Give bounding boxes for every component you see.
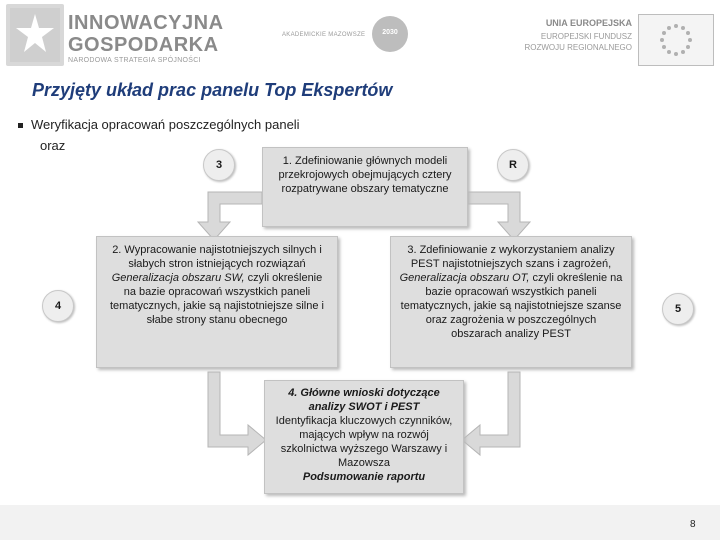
box-2-body: czyli określenie na bazie opracowań wszystkich paneli tematycznych, jakie są najistotniejsze silne i słabe strony stanu obecnego <box>110 272 324 326</box>
box-4-heading: 4. Główne wnioski dotyczące analizy SWOT i PEST <box>288 387 440 413</box>
box-2-strengths-weaknesses <box>96 236 338 368</box>
box-1-define-models <box>262 147 468 227</box>
box-2-heading: 2. Wypracowanie najistotniejszych silnych i słabych stron istniejących rozwiązań <box>112 244 322 270</box>
circle-r: R <box>497 149 529 181</box>
page-number: 8 <box>690 519 696 530</box>
box-3-heading: 3. Zdefiniowanie z wykorzystaniem analizy PEST najistotniejszych szans i zagrożeń, <box>407 244 615 270</box>
bullet-continuation: oraz <box>40 138 66 153</box>
ue-subtitle: EUROPEJSKI FUNDUSZ ROZWOJU REGIONALNEGO <box>524 32 632 52</box>
ig-subtitle: NARODOWA STRATEGIA SPÓJNOŚCI <box>68 57 201 64</box>
circle-4: 4 <box>42 290 74 322</box>
circle-5: 5 <box>662 293 694 325</box>
akademickie-mazowsze-text: AKADEMICKIE MAZOWSZE <box>282 32 366 38</box>
footer-bar <box>0 505 720 540</box>
box-4-summary: Podsumowanie raportu <box>302 471 426 483</box>
box-2-italic: Generalizacja obszaru SW, <box>111 272 245 284</box>
bullet-text: Weryfikacja opracowań poszczególnych paneli <box>31 117 300 132</box>
arrow-r <box>468 192 530 240</box>
box-4-conclusions <box>264 380 464 494</box>
ig-title: INNOWACYJNA GOSPODARKA <box>68 12 224 56</box>
arrow-5 <box>462 372 520 455</box>
arrow-3 <box>198 192 262 240</box>
box-1-text: 1. Zdefiniowanie głównych modeli przekrojowych obejmujących cztery rozpatrywane obszary tematyczne <box>278 155 452 195</box>
arrow-4 <box>208 372 266 455</box>
am-year: 2030 <box>382 29 398 36</box>
box-3-opportunities-threats <box>390 236 632 368</box>
box-3-body: czyli określenie na bazie opracowań wszystkich paneli tematycznych, jakie są najistotniejsze szanse oraz zagrożenia w poszczególnych obszarach analizy PEST <box>400 272 623 340</box>
box-3-italic: Generalizacja obszaru OT, <box>399 272 530 284</box>
box-4-body: Identyfikacja kluczowych czynników, mających wpływ na rozwój szkolnictwa wyższego Warszawy i Mazowsza <box>275 415 453 469</box>
slide-title: Przyjęty układ prac panelu Top Ekspertów <box>32 80 393 100</box>
circle-3: 3 <box>203 149 235 181</box>
ue-title: UNIA EUROPEJSKA <box>545 18 632 28</box>
